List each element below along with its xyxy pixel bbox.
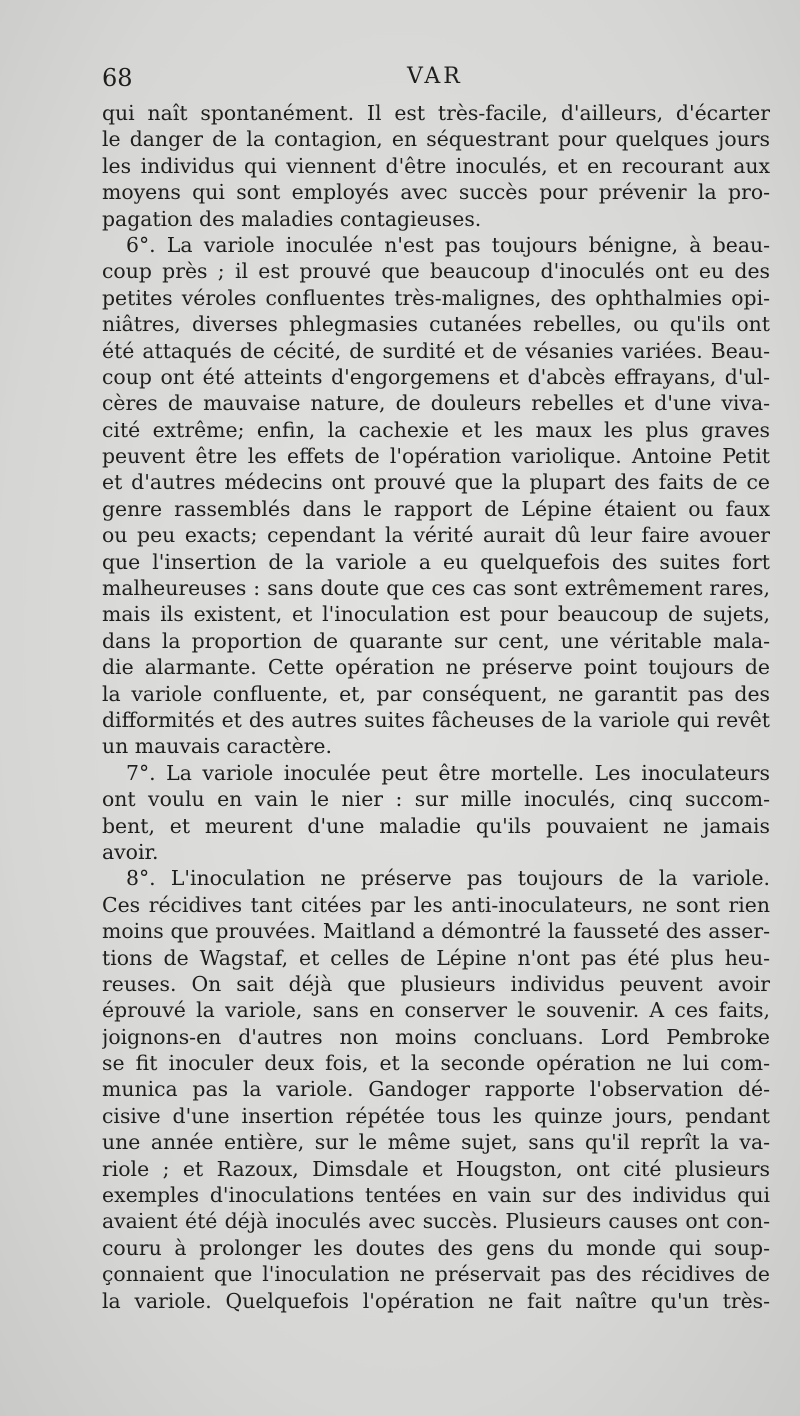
- text-line: die alarmante. Cette opération ne préserve point toujours de: [102, 655, 770, 680]
- text-line: petites véroles confluentes très-malignes, des ophthalmies opi-: [102, 285, 770, 310]
- text-line: avoir.: [102, 839, 159, 864]
- text-line: mais ils existent, et l'inoculation est pour beaucoup de sujets,: [102, 602, 770, 627]
- text-line: été attaqués de cécité, de surdité et de vésanies variées. Beau-: [102, 338, 770, 363]
- text-line: moyens qui sont employés avec succès pour prévenir la pro-: [102, 180, 770, 205]
- text-line: qui naît spontanément. Il est très-facile, d'ailleurs, d'écarter: [102, 101, 770, 125]
- text-line: avaient été déjà inoculés avec succès. Plusieurs causes ont con-: [102, 1209, 770, 1234]
- text-line: que l'insertion de la variole a eu quelquefois des suites fort: [102, 549, 770, 574]
- text-line: la variole confluente, et, par conséquent, ne garantit pas des: [102, 681, 770, 706]
- text-line: 7°. La variole inoculée peut être mortelle. Les inoculateurs: [126, 760, 770, 785]
- text-line: éprouvé la variole, sans en conserver le souvenir. A ces faits,: [102, 998, 770, 1023]
- text-line: reuses. On sait déjà que plusieurs individus peuvent avoir: [102, 971, 770, 996]
- text-line: bent, et meurent d'une maladie qu'ils pouvaient ne jamais: [102, 813, 770, 838]
- text-line: çonnaient que l'inoculation ne préservait pas des récidives de: [102, 1262, 770, 1287]
- text-line: coup près ; il est prouvé que beaucoup d'inoculés ont eu des: [102, 259, 770, 284]
- text-line: coup ont été atteints d'engorgemens et d'abcès effrayans, d'ul-: [102, 364, 770, 389]
- text-line: moins que prouvées. Maitland a démontré la fausseté des asser-: [102, 919, 770, 944]
- text-line: un mauvais caractère.: [102, 734, 332, 759]
- text-line: cité extrême; enfin, la cachexie et les maux les plus graves: [102, 417, 770, 442]
- running-head: VAR: [407, 64, 463, 89]
- text-line: la variole. Quelquefois l'opération ne fait naître qu'un très-: [102, 1288, 770, 1313]
- text-line: cisive d'une insertion répétée tous les quinze jours, pendant: [102, 1103, 770, 1128]
- text-line: et d'autres médecins ont prouvé que la plupart des faits de ce: [102, 470, 770, 495]
- text-line: riole ; et Razoux, Dimsdale et Hougston, ont cité plusieurs: [102, 1156, 770, 1181]
- text-line: cères de mauvaise nature, de douleurs rebelles et d'une viva-: [102, 391, 770, 416]
- text-line: une année entière, sur le même sujet, sans qu'il reprît la va-: [102, 1130, 770, 1155]
- text-line: 6°. La variole inoculée n'est pas toujours bénigne, à beau-: [126, 232, 770, 257]
- text-line: tions de Wagstaf, et celles de Lépine n'ont pas été plus heu-: [102, 945, 770, 970]
- text-line: se fit inoculer deux fois, et la seconde opération ne lui com-: [102, 1051, 770, 1076]
- text-line: exemples d'inoculations tentées en vain sur des individus qui: [102, 1183, 770, 1208]
- text-line: ont voulu en vain le nier : sur mille inoculés, cinq succom-: [102, 787, 770, 812]
- text-line: genre rassemblés dans le rapport de Lépine étaient ou faux: [102, 496, 770, 521]
- page-number: 68: [102, 64, 133, 92]
- text-line: dans la proportion de quarante sur cent, une véritable mala-: [102, 628, 770, 653]
- text-line: les individus qui viennent d'être inoculés, et en recourant aux: [102, 153, 770, 178]
- text-line: 8°. L'inoculation ne préserve pas toujours de la variole.: [126, 866, 770, 891]
- text-line: ou peu exacts; cependant la vérité aurait dû leur faire avouer: [102, 523, 770, 548]
- text-line: joignons-en d'autres non moins concluans. Lord Pembroke: [102, 1024, 770, 1049]
- body-text: [102, 100, 770, 1314]
- page-header: [102, 64, 770, 94]
- text-line: peuvent être les effets de l'opération variolique. Antoine Petit: [102, 444, 770, 469]
- text-line: pagation des maladies contagieuses.: [102, 206, 482, 231]
- text-line: malheureuses : sans doute que ces cas sont extrêmement rares,: [102, 576, 770, 601]
- text-line: niâtres, diverses phlegmasies cutanées rebelles, ou qu'ils ont: [102, 312, 770, 337]
- text-line: le danger de la contagion, en séquestrant pour quelques jours: [102, 127, 770, 152]
- text-line: couru à prolonger les doutes des gens du monde qui soup-: [102, 1235, 770, 1260]
- text-line: munica pas la variole. Gandoger rapporte l'observation dé-: [102, 1077, 770, 1102]
- text-line: difformités et des autres suites fâcheuses de la variole qui revêt: [102, 707, 770, 732]
- text-line: Ces récidives tant citées par les anti-inoculateurs, ne sont rien: [102, 892, 770, 917]
